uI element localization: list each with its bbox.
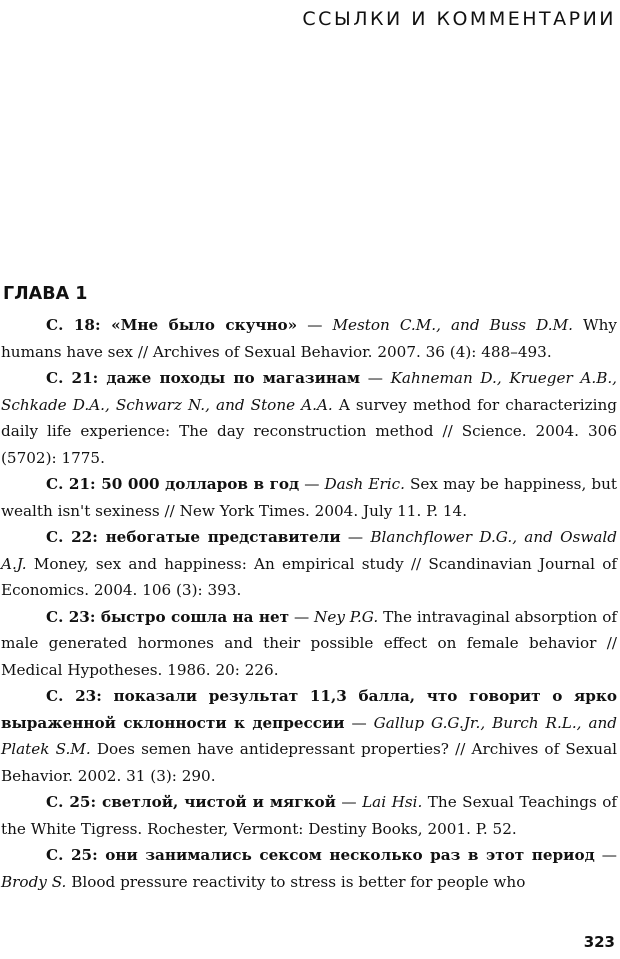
reference-text: The Sexual Teachings of the White Tigress. Rochester, Vermont: Destiny Books, 2001. P. 52.: [1, 793, 618, 838]
reference-locator: С. 23: показали результат 11,3 балла, что говорит о ярко выраженной склонности к депрессии: [1, 687, 617, 732]
reference-entry: С. 25: они занимались сексом несколько раз в этот период — Brody S. Blood pressure reactivity to stress is better for people who: [1, 846, 617, 891]
reference-entry: С. 18: «Мне было скучно» — Meston C.M., and Buss D.M. Why humans have sex // Archives of Sexual Behavior. 2007. 36 (4): 488–493.: [1, 316, 618, 361]
reference-text: Does semen have antidepressant properties? // Archives of Sexual Behavior. 2002. 31 (3): 290.: [1, 740, 618, 785]
reference-text: Why humans have sex // Archives of Sexual Behavior. 2007. 36 (4): 488–493.: [1, 316, 618, 361]
reference-entry: С. 22: небогатые представители — Blanchflower D.G., and Oswald A.J. Money, sex and happiness: An empirical study // Scandinavian Journal of Economics. 2004. 106 (3): 393.: [1, 528, 618, 599]
reference-authors: Ney P.G.: [314, 607, 379, 626]
reference-authors: Gallup G.G.Jr., Burch R.L., and Platek S.M.: [1, 713, 618, 758]
chapter-title: ГЛАВА 1: [3, 284, 88, 304]
reference-text: The intravaginal absorption of male generated hormones and their possible effect on female behavior // Medical Hypotheses. 1986. 20: 226.: [1, 607, 617, 679]
reference-text: A survey method for characterizing daily life experience: The day reconstruction method // Science. 2004. 306 (5702): 1775.: [1, 395, 617, 467]
reference-entry: С. 23: быстро сошла на нет — Ney P.G. The intravaginal absorption of male generated hormones and their possible effect on female behavior // Medical Hypotheses. 1986. 20: 226.: [1, 607, 617, 679]
reference-authors: Blanchflower D.G., and Oswald A.J.: [1, 528, 617, 573]
reference-locator: С. 25: они занимались сексом несколько раз в этот период: [46, 846, 595, 864]
reference-authors: Lai Hsi.: [362, 793, 423, 811]
running-head: ССЫЛКИ И КОММЕНТАРИИ: [302, 8, 616, 30]
reference-locator: С. 21: даже походы по магазинам: [46, 369, 361, 387]
reference-locator: С. 22: небогатые представители: [46, 528, 341, 546]
reference-list: [1, 312, 617, 895]
reference-authors: Meston C.M., and Buss D.M.: [332, 316, 573, 334]
reference-authors: Brody S.: [1, 872, 67, 891]
reference-entry: С. 25: светлой, чистой и мягкой — Lai Hsi. The Sexual Teachings of the White Tigress. Rochester, Vermont: Destiny Books, 2001. P. 52.: [1, 793, 618, 838]
reference-entry: С. 23: показали результат 11,3 балла, что говорит о ярко выраженной склонности к депрессии — Gallup G.G.Jr., Burch R.L., and Platek S.M. Does semen have antidepressant properties? // Archives of Sexual Behavior. 2002. 31 (3): 290.: [1, 687, 618, 785]
page-number: 323: [583, 933, 615, 951]
reference-text: Money, sex and happiness: An empirical study // Scandinavian Journal of Economics. 2004. 106 (3): 393.: [1, 554, 618, 599]
reference-locator: С. 23: быстро сошла на нет: [46, 607, 290, 626]
reference-locator: С. 18: «Мне было скучно»: [46, 316, 298, 334]
reference-authors: Kahneman D., Krueger A.B., Schkade D.A., Schwarz N., and Stone A.A.: [1, 369, 618, 414]
reference-entry: С. 21: 50 000 долларов в год — Dash Eric. Sex may be happiness, but wealth isn't sexiness // New York Times. 2004. July 11. P. 14.: [1, 475, 617, 520]
reference-locator: С. 25: светлой, чистой и мягкой: [46, 793, 336, 811]
reference-authors: Dash Eric.: [324, 475, 405, 493]
reference-entry: С. 21: даже походы по магазинам — Kahneman D., Krueger A.B., Schkade D.A., Schwarz N., and Stone A.A. A survey method for characterizing daily life experience: The day reconstruction method // Science. 2004. 306 (5702): 1775.: [1, 369, 618, 467]
reference-text: Sex may be happiness, but wealth isn't sexiness // New York Times. 2004. July 11. P. 14.: [1, 475, 617, 520]
reference-text: Blood pressure reactivity to stress is better for people who: [71, 872, 526, 891]
reference-locator: С. 21: 50 000 долларов в год: [46, 475, 300, 493]
